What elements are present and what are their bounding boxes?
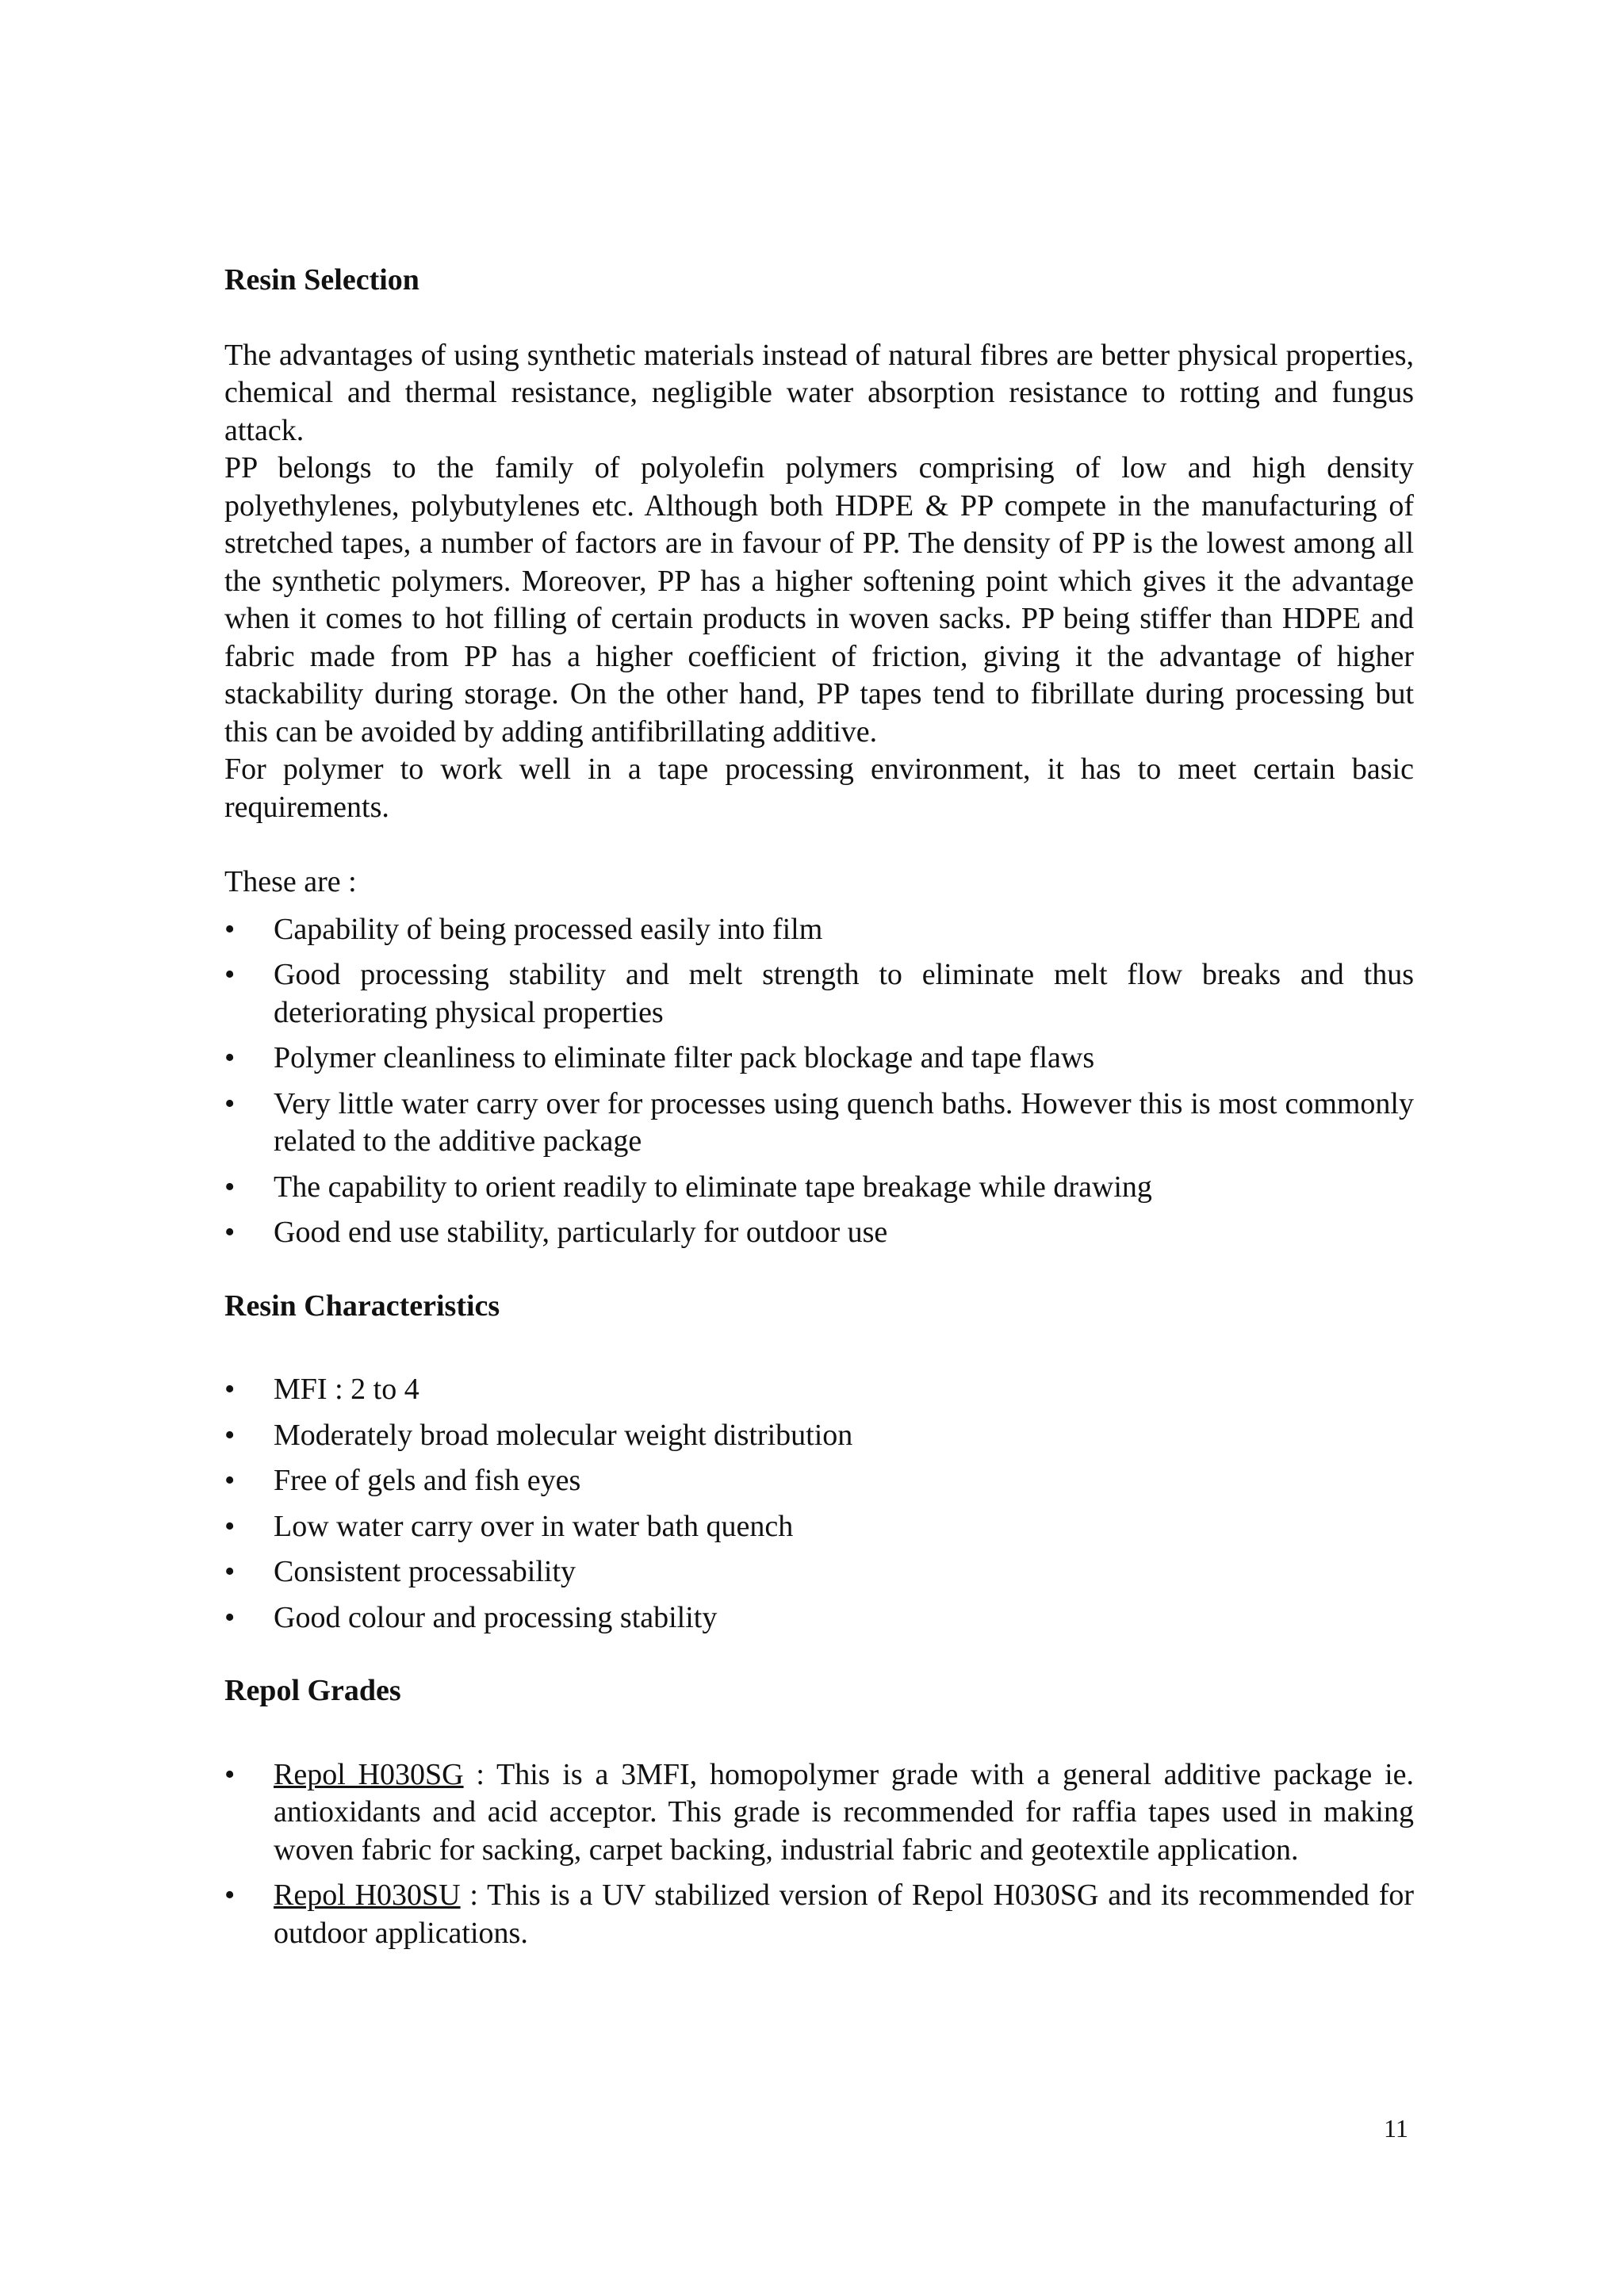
bullet-icon: • xyxy=(224,1464,236,1497)
heading-resin-selection: Resin Selection xyxy=(224,263,419,297)
list-item: • Good processing stability and melt strength to eliminate melt flow breaks and thus deteriorating physical properties xyxy=(224,958,1414,1029)
grade-name-h030sg: Repol H030SG xyxy=(274,1757,464,1791)
list-item: • Polymer cleanliness to eliminate filter pack blockage and tape flaws xyxy=(224,1040,1414,1078)
document-page xyxy=(224,262,1414,1960)
bullet-icon: • xyxy=(224,1373,236,1406)
grade-description: : This is a UV stabilized version of Repol H030SG and its recommended for outdoor applications. xyxy=(274,1878,1415,1950)
bullet-icon: • xyxy=(224,1041,236,1074)
bullet-icon: • xyxy=(224,1086,236,1120)
bullet-icon: • xyxy=(224,1509,236,1543)
requirements-list xyxy=(224,911,1414,1252)
grade-description: : This is a 3MFI, homopolymer grade with a general additive package ie. antioxidants and acid acceptor. This grade is recommended for raffia tapes used in making woven fabric for sacking, carpet backing, industrial fabric and geotextile application. xyxy=(274,1757,1415,1867)
list-item: • Good end use stability, particularly for outdoor use xyxy=(224,1214,1414,1252)
list-item: • Moderately broad molecular weight distribution xyxy=(224,1417,1414,1455)
bullet-icon: • xyxy=(224,958,236,991)
characteristics-list xyxy=(224,1371,1414,1637)
bullet-icon: • xyxy=(224,1216,236,1249)
heading-resin-characteristics: Resin Characteristics xyxy=(224,1289,500,1323)
bullet-icon: • xyxy=(224,1757,236,1791)
bullet-icon: • xyxy=(224,1170,236,1204)
list-item: • Low water carry over in water bath quench xyxy=(224,1508,1414,1546)
list-intro: These are : xyxy=(224,865,357,898)
paragraph-requirements: For polymer to work well in a tape processing environment, it has to meet certain basic requirements. xyxy=(224,753,1414,824)
list-item: • MFI : 2 to 4 xyxy=(224,1371,1414,1409)
bullet-icon: • xyxy=(224,1418,236,1452)
bullet-icon: • xyxy=(224,912,236,946)
list-item xyxy=(224,1756,1414,1870)
list-item: • Free of gels and fish eyes xyxy=(224,1462,1414,1500)
grades-list xyxy=(224,1756,1414,1953)
heading-repol-grades: Repol Grades xyxy=(224,1674,401,1707)
list-item: • Capability of being processed easily into film xyxy=(224,911,1414,949)
paragraph-pp-family: PP belongs to the family of polyolefin polymers comprising of low and high density polyethylenes, polybutylenes etc. Although both HDPE & PP compete in the manufacturing of stretched tapes, a number of factors are in favour of PP. The density of PP is the lowest among all the synthetic polymers. Moreover, PP has a higher softening point which gives it the advantage when it comes to hot filling of certain products in woven sacks. PP being stiffer than HDPE and fabric made from PP has a higher coefficient of friction, giving it the advantage of higher stackability during storage. On the other hand, PP tapes tend to fibrillate during processing but this can be avoided by adding antifibrillating additive. xyxy=(224,451,1414,749)
list-item: • Consistent processability xyxy=(224,1553,1414,1591)
bullet-icon: • xyxy=(224,1600,236,1634)
list-item: • Good colour and processing stability xyxy=(224,1599,1414,1637)
list-item: • Very little water carry over for processes using quench baths. However this is most commonly related to the additive package xyxy=(224,1086,1414,1158)
bullet-icon: • xyxy=(224,1555,236,1588)
page-number: 11 xyxy=(1384,2114,1408,2143)
list-item xyxy=(224,1877,1414,1952)
bullet-icon: • xyxy=(224,1878,236,1912)
grade-name-h030su: Repol H030SU xyxy=(274,1878,461,1912)
list-item: • The capability to orient readily to eliminate tape breakage while drawing xyxy=(224,1169,1414,1207)
paragraph-advantages: The advantages of using synthetic materials instead of natural fibres are better physical properties, chemical and thermal resistance, negligible water absorption resistance to rotting and fungus attack. xyxy=(224,338,1414,447)
